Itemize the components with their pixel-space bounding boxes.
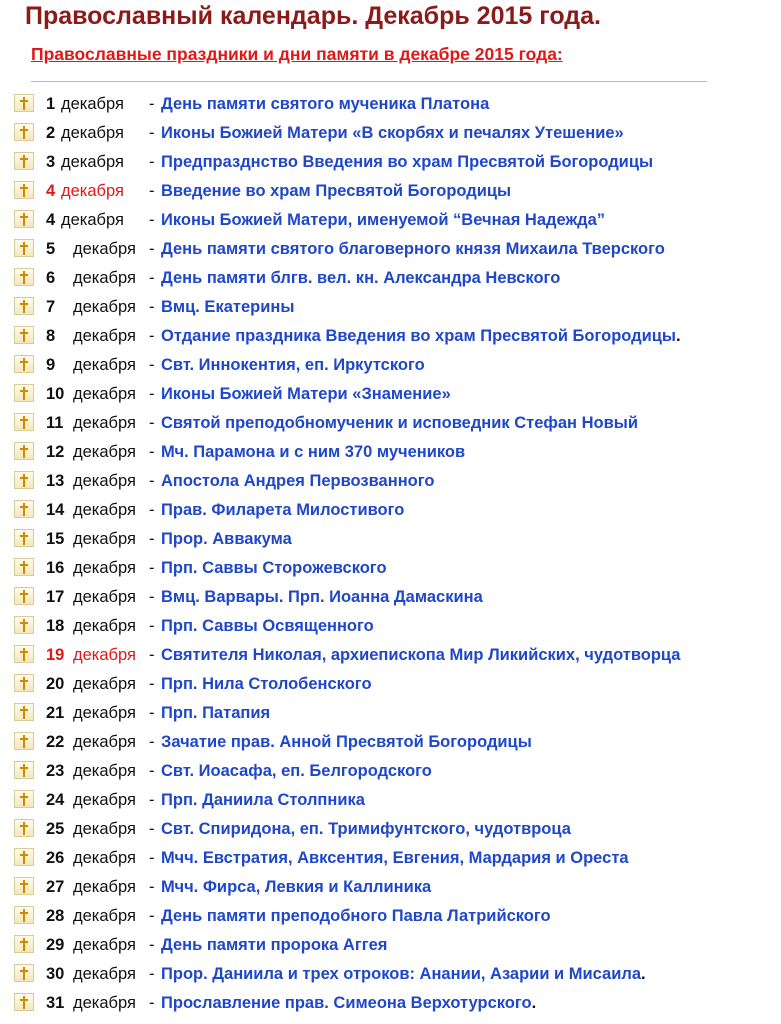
orthodox-cross-icon: [14, 587, 34, 605]
calendar-event-link[interactable]: [161, 95, 489, 114]
calendar-month: декабря: [73, 414, 136, 432]
calendar-event-link[interactable]: [161, 849, 629, 868]
calendar-event-link[interactable]: [161, 501, 404, 520]
calendar-event-title: Святителя Николая, архиепископа Мир Ликийских, чудотворца: [161, 646, 681, 664]
calendar-month: декабря: [73, 501, 136, 519]
calendar-event-title: Отдание праздника Введения во храм Пресвятой Богородицы: [161, 327, 677, 345]
separator-dash: -: [149, 907, 155, 925]
calendar-event-link[interactable]: [161, 124, 624, 143]
calendar-day-number: 22: [46, 733, 65, 751]
calendar-event-link[interactable]: [161, 994, 536, 1013]
calendar-event-link[interactable]: [161, 588, 483, 607]
calendar-row: [0, 989, 781, 1018]
calendar-day-number: 27: [46, 878, 65, 896]
calendar-month: декабря: [73, 240, 136, 258]
calendar-month: декабря: [73, 530, 136, 548]
orthodox-cross-icon: [14, 239, 34, 257]
calendar-event-link[interactable]: [161, 414, 638, 433]
calendar-event-link[interactable]: [161, 356, 425, 375]
calendar-event-title: День памяти святого мученика Платона: [161, 95, 490, 113]
calendar-row: [0, 525, 781, 554]
orthodox-cross-icon: [14, 732, 34, 750]
separator-dash: -: [149, 965, 155, 983]
calendar-day-number: 7: [46, 298, 56, 316]
separator-dash: -: [149, 675, 155, 693]
calendar-month: декабря: [73, 269, 136, 287]
calendar-row: [0, 119, 781, 148]
separator-dash: -: [149, 298, 155, 316]
orthodox-cross-icon: [14, 674, 34, 692]
calendar-row: [0, 351, 781, 380]
calendar-day-number: 6: [46, 269, 56, 287]
calendar-event-link[interactable]: [161, 269, 560, 288]
calendar-row: [0, 322, 781, 351]
orthodox-cross-icon: [14, 268, 34, 286]
orthodox-cross-icon: [14, 790, 34, 808]
calendar-event-title: Вмц. Екатерины: [161, 298, 295, 316]
orthodox-cross-icon: [14, 529, 34, 547]
calendar-event-title: Вмц. Варвары. Прп. Иоанна Дамаскина: [161, 588, 483, 606]
calendar-row: [0, 612, 781, 641]
calendar-row: [0, 177, 781, 206]
orthodox-cross-icon: [14, 558, 34, 576]
calendar-month: декабря: [61, 153, 124, 171]
calendar-event-title: Введение во храм Пресвятой Богородицы: [161, 182, 512, 200]
separator-dash: -: [149, 356, 155, 374]
orthodox-cross-icon: [14, 993, 34, 1011]
orthodox-cross-icon: [14, 442, 34, 460]
calendar-row: [0, 873, 781, 902]
calendar-event-title: Мчч. Евстратия, Авксентия, Евгения, Мардария и Ореста: [161, 849, 629, 867]
calendar-month: декабря: [61, 211, 124, 229]
calendar-day-number: 13: [46, 472, 65, 490]
separator-dash: -: [149, 936, 155, 954]
calendar-event-title: Мч. Парамона и с ним 370 мучеников: [161, 443, 466, 461]
calendar-row: [0, 438, 781, 467]
calendar-event-title: Прп. Патапия: [161, 704, 271, 722]
calendar-event-title: Предпразднство Введения во храм Пресвятой Богородицы: [161, 153, 654, 171]
calendar-day-number: 25: [46, 820, 65, 838]
calendar-event-link[interactable]: [161, 791, 365, 810]
orthodox-cross-icon: [14, 384, 34, 402]
orthodox-cross-icon: [14, 819, 34, 837]
calendar-event-title: Зачатие прав. Анной Пресвятой Богородицы: [161, 733, 532, 751]
separator-dash: -: [149, 617, 155, 635]
calendar-event-title: Иконы Божией Матери, именуемой “Вечная Надежда”: [161, 211, 606, 229]
calendar-month: декабря: [73, 936, 136, 954]
calendar-event-link[interactable]: [161, 327, 681, 346]
orthodox-cross-icon: [14, 500, 34, 518]
calendar-event-link[interactable]: [161, 443, 465, 462]
section-heading-link[interactable]: Православные праздники и дни памяти в декабре 2015 года:: [31, 44, 563, 64]
calendar-day-number: 23: [46, 762, 65, 780]
calendar-month: декабря: [73, 878, 136, 896]
calendar-row: [0, 380, 781, 409]
orthodox-cross-icon: [14, 703, 34, 721]
calendar-day-number: 14: [46, 501, 65, 519]
calendar-event-title: Прп. Нила Столобенского: [161, 675, 372, 693]
calendar-month: декабря: [73, 820, 136, 838]
calendar-event-link[interactable]: [161, 385, 451, 404]
calendar-day-number: 2: [46, 124, 56, 142]
calendar-month: декабря: [73, 733, 136, 751]
calendar-month: декабря: [73, 472, 136, 490]
calendar-day-number: 29: [46, 936, 65, 954]
orthodox-cross-icon: [14, 181, 34, 199]
calendar-row: [0, 264, 781, 293]
page-title: Православный календарь. Декабрь 2015 года.: [25, 2, 601, 30]
calendar-row: [0, 583, 781, 612]
calendar-day-number: 1: [46, 95, 56, 113]
calendar-day-number: 3: [46, 153, 56, 171]
calendar-row: [0, 554, 781, 583]
separator-dash: -: [149, 820, 155, 838]
orthodox-cross-icon: [14, 123, 34, 141]
separator-dash: -: [149, 211, 155, 229]
calendar-event-link[interactable]: [161, 936, 387, 955]
calendar-event-title: Прославление прав. Симеона Верхотурского: [161, 994, 532, 1012]
calendar-event-title: День памяти преподобного Павла Латрийского: [161, 907, 551, 925]
orthodox-cross-icon: [14, 413, 34, 431]
orthodox-cross-icon: [14, 355, 34, 373]
calendar-month: декабря: [73, 762, 136, 780]
separator-dash: -: [149, 269, 155, 287]
calendar-event-title: Иконы Божией Матери «Знамение»: [161, 385, 451, 403]
divider: [31, 81, 707, 82]
calendar-day-number: 31: [46, 994, 65, 1012]
separator-dash: -: [149, 733, 155, 751]
calendar-event-title: Святой преподобномученик и исповедник Стефан Новый: [161, 414, 638, 432]
calendar-month: декабря: [73, 849, 136, 867]
calendar-row: [0, 148, 781, 177]
separator-dash: -: [149, 588, 155, 606]
calendar-row: [0, 496, 781, 525]
orthodox-cross-icon: [14, 848, 34, 866]
calendar-row: [0, 960, 781, 989]
calendar-list: [0, 90, 781, 1018]
calendar-day-number: 10: [46, 385, 65, 403]
calendar-event-link[interactable]: [161, 182, 511, 201]
calendar-month: декабря: [61, 95, 124, 113]
calendar-row: [0, 90, 781, 119]
calendar-day-number: 16: [46, 559, 65, 577]
calendar-month: декабря: [73, 675, 136, 693]
calendar-event-link[interactable]: [161, 675, 372, 694]
calendar-event-title: День памяти святого благоверного князя Михаила Тверского: [161, 240, 665, 258]
calendar-day-number: 12: [46, 443, 65, 461]
separator-dash: -: [149, 994, 155, 1012]
calendar-event-title: Прав. Филарета Милостивого: [161, 501, 405, 519]
calendar-day-number: 5: [46, 240, 56, 258]
calendar-month: декабря: [73, 588, 136, 606]
separator-dash: -: [149, 414, 155, 432]
calendar-row: [0, 786, 781, 815]
calendar-day-number: 21: [46, 704, 65, 722]
orthodox-cross-icon: [14, 906, 34, 924]
calendar-event-title: Мчч. Фирса, Левкия и Каллиника: [161, 878, 432, 896]
calendar-event-link[interactable]: [161, 617, 374, 636]
calendar-month: декабря: [73, 559, 136, 577]
calendar-row: [0, 467, 781, 496]
calendar-day-number: 4: [46, 211, 56, 229]
separator-dash: -: [149, 153, 155, 171]
calendar-event-title: Иконы Божией Матери «В скорбях и печалях Утешение»: [161, 124, 624, 142]
separator-dash: -: [149, 501, 155, 519]
calendar-event-title: Свт. Спиридона, еп. Тримифунтского, чудотвроца: [161, 820, 571, 838]
calendar-event-title: Прп. Саввы Освященного: [161, 617, 374, 635]
calendar-day-number: 4: [46, 182, 56, 200]
calendar-event-title: Прп. Саввы Сторожевского: [161, 559, 387, 577]
calendar-month: декабря: [73, 617, 136, 635]
orthodox-cross-icon: [14, 761, 34, 779]
separator-dash: -: [149, 530, 155, 548]
calendar-event-title: Свт. Иоасафа, еп. Белгородского: [161, 762, 432, 780]
calendar-event-link[interactable]: [161, 965, 646, 984]
separator-dash: -: [149, 849, 155, 867]
orthodox-cross-icon: [14, 152, 34, 170]
calendar-event-link[interactable]: [161, 240, 665, 259]
calendar-month: декабря: [73, 965, 136, 983]
trailing-period: .: [676, 327, 681, 345]
calendar-day-number: 15: [46, 530, 65, 548]
calendar-event-title: Прп. Даниила Столпника: [161, 791, 365, 809]
calendar-day-number: 30: [46, 965, 65, 983]
calendar-row: [0, 844, 781, 873]
separator-dash: -: [149, 472, 155, 490]
separator-dash: -: [149, 559, 155, 577]
calendar-day-number: 18: [46, 617, 65, 635]
calendar-event-link[interactable]: [161, 820, 571, 839]
calendar-event-title: Прор. Аввакума: [161, 530, 292, 548]
calendar-event-title: Прор. Даниила и трех отроков: Анании, Азарии и Мисаила: [161, 965, 642, 983]
calendar-row: [0, 293, 781, 322]
calendar-row: [0, 815, 781, 844]
separator-dash: -: [149, 443, 155, 461]
calendar-day-number: 8: [46, 327, 56, 345]
calendar-event-link[interactable]: [161, 762, 432, 781]
calendar-month: декабря: [73, 994, 136, 1012]
calendar-month: декабря: [61, 124, 124, 142]
calendar-month: декабря: [73, 327, 136, 345]
calendar-event-link[interactable]: [161, 559, 387, 578]
calendar-month: декабря: [73, 646, 136, 664]
calendar-row: [0, 409, 781, 438]
separator-dash: -: [149, 95, 155, 113]
calendar-row: [0, 757, 781, 786]
calendar-event-link[interactable]: [161, 733, 532, 752]
separator-dash: -: [149, 327, 155, 345]
separator-dash: -: [149, 646, 155, 664]
separator-dash: -: [149, 240, 155, 258]
calendar-day-number: 26: [46, 849, 65, 867]
calendar-event-link[interactable]: [161, 878, 431, 897]
calendar-row: [0, 728, 781, 757]
orthodox-cross-icon: [14, 471, 34, 489]
calendar-event-link[interactable]: [161, 704, 270, 723]
orthodox-cross-icon: [14, 297, 34, 315]
calendar-month: декабря: [61, 182, 124, 200]
calendar-event-title: Апостола Андрея Первозванного: [161, 472, 435, 490]
orthodox-cross-icon: [14, 210, 34, 228]
orthodox-cross-icon: [14, 326, 34, 344]
calendar-event-link[interactable]: [161, 472, 434, 491]
calendar-day-number: 9: [46, 356, 56, 374]
calendar-day-number: 17: [46, 588, 65, 606]
calendar-month: декабря: [73, 704, 136, 722]
calendar-month: декабря: [73, 443, 136, 461]
separator-dash: -: [149, 878, 155, 896]
calendar-month: декабря: [73, 298, 136, 316]
separator-dash: -: [149, 791, 155, 809]
calendar-row: [0, 206, 781, 235]
calendar-day-number: 20: [46, 675, 65, 693]
separator-dash: -: [149, 124, 155, 142]
orthodox-cross-icon: [14, 935, 34, 953]
separator-dash: -: [149, 182, 155, 200]
calendar-day-number: 19: [46, 646, 65, 664]
calendar-day-number: 28: [46, 907, 65, 925]
calendar-row: [0, 670, 781, 699]
calendar-event-title: День памяти пророка Аггея: [161, 936, 388, 954]
calendar-month: декабря: [73, 356, 136, 374]
calendar-row: [0, 641, 781, 670]
trailing-period: .: [531, 994, 537, 1012]
calendar-row: [0, 235, 781, 264]
calendar-event-title: Свт. Иннокентия, еп. Иркутского: [161, 356, 425, 374]
calendar-day-number: 11: [46, 414, 64, 432]
calendar-month: декабря: [73, 791, 136, 809]
calendar-event-link[interactable]: [161, 907, 551, 926]
calendar-event-title: День памяти блгв. вел. кн. Александра Невского: [161, 269, 561, 287]
calendar-event-link[interactable]: [161, 646, 680, 665]
calendar-row: [0, 931, 781, 960]
calendar-month: декабря: [73, 385, 136, 403]
calendar-day-number: 24: [46, 791, 65, 809]
calendar-row: [0, 699, 781, 728]
orthodox-cross-icon: [14, 877, 34, 895]
calendar-event-link[interactable]: [161, 211, 605, 230]
calendar-event-link[interactable]: [161, 153, 653, 172]
orthodox-cross-icon: [14, 616, 34, 634]
calendar-row: [0, 902, 781, 931]
orthodox-cross-icon: [14, 94, 34, 112]
separator-dash: -: [149, 762, 155, 780]
orthodox-cross-icon: [14, 645, 34, 663]
calendar-event-link[interactable]: [161, 530, 292, 549]
calendar-event-link[interactable]: [161, 298, 294, 317]
separator-dash: -: [149, 385, 155, 403]
trailing-period: .: [641, 965, 646, 983]
orthodox-cross-icon: [14, 964, 34, 982]
separator-dash: -: [149, 704, 155, 722]
calendar-month: декабря: [73, 907, 136, 925]
